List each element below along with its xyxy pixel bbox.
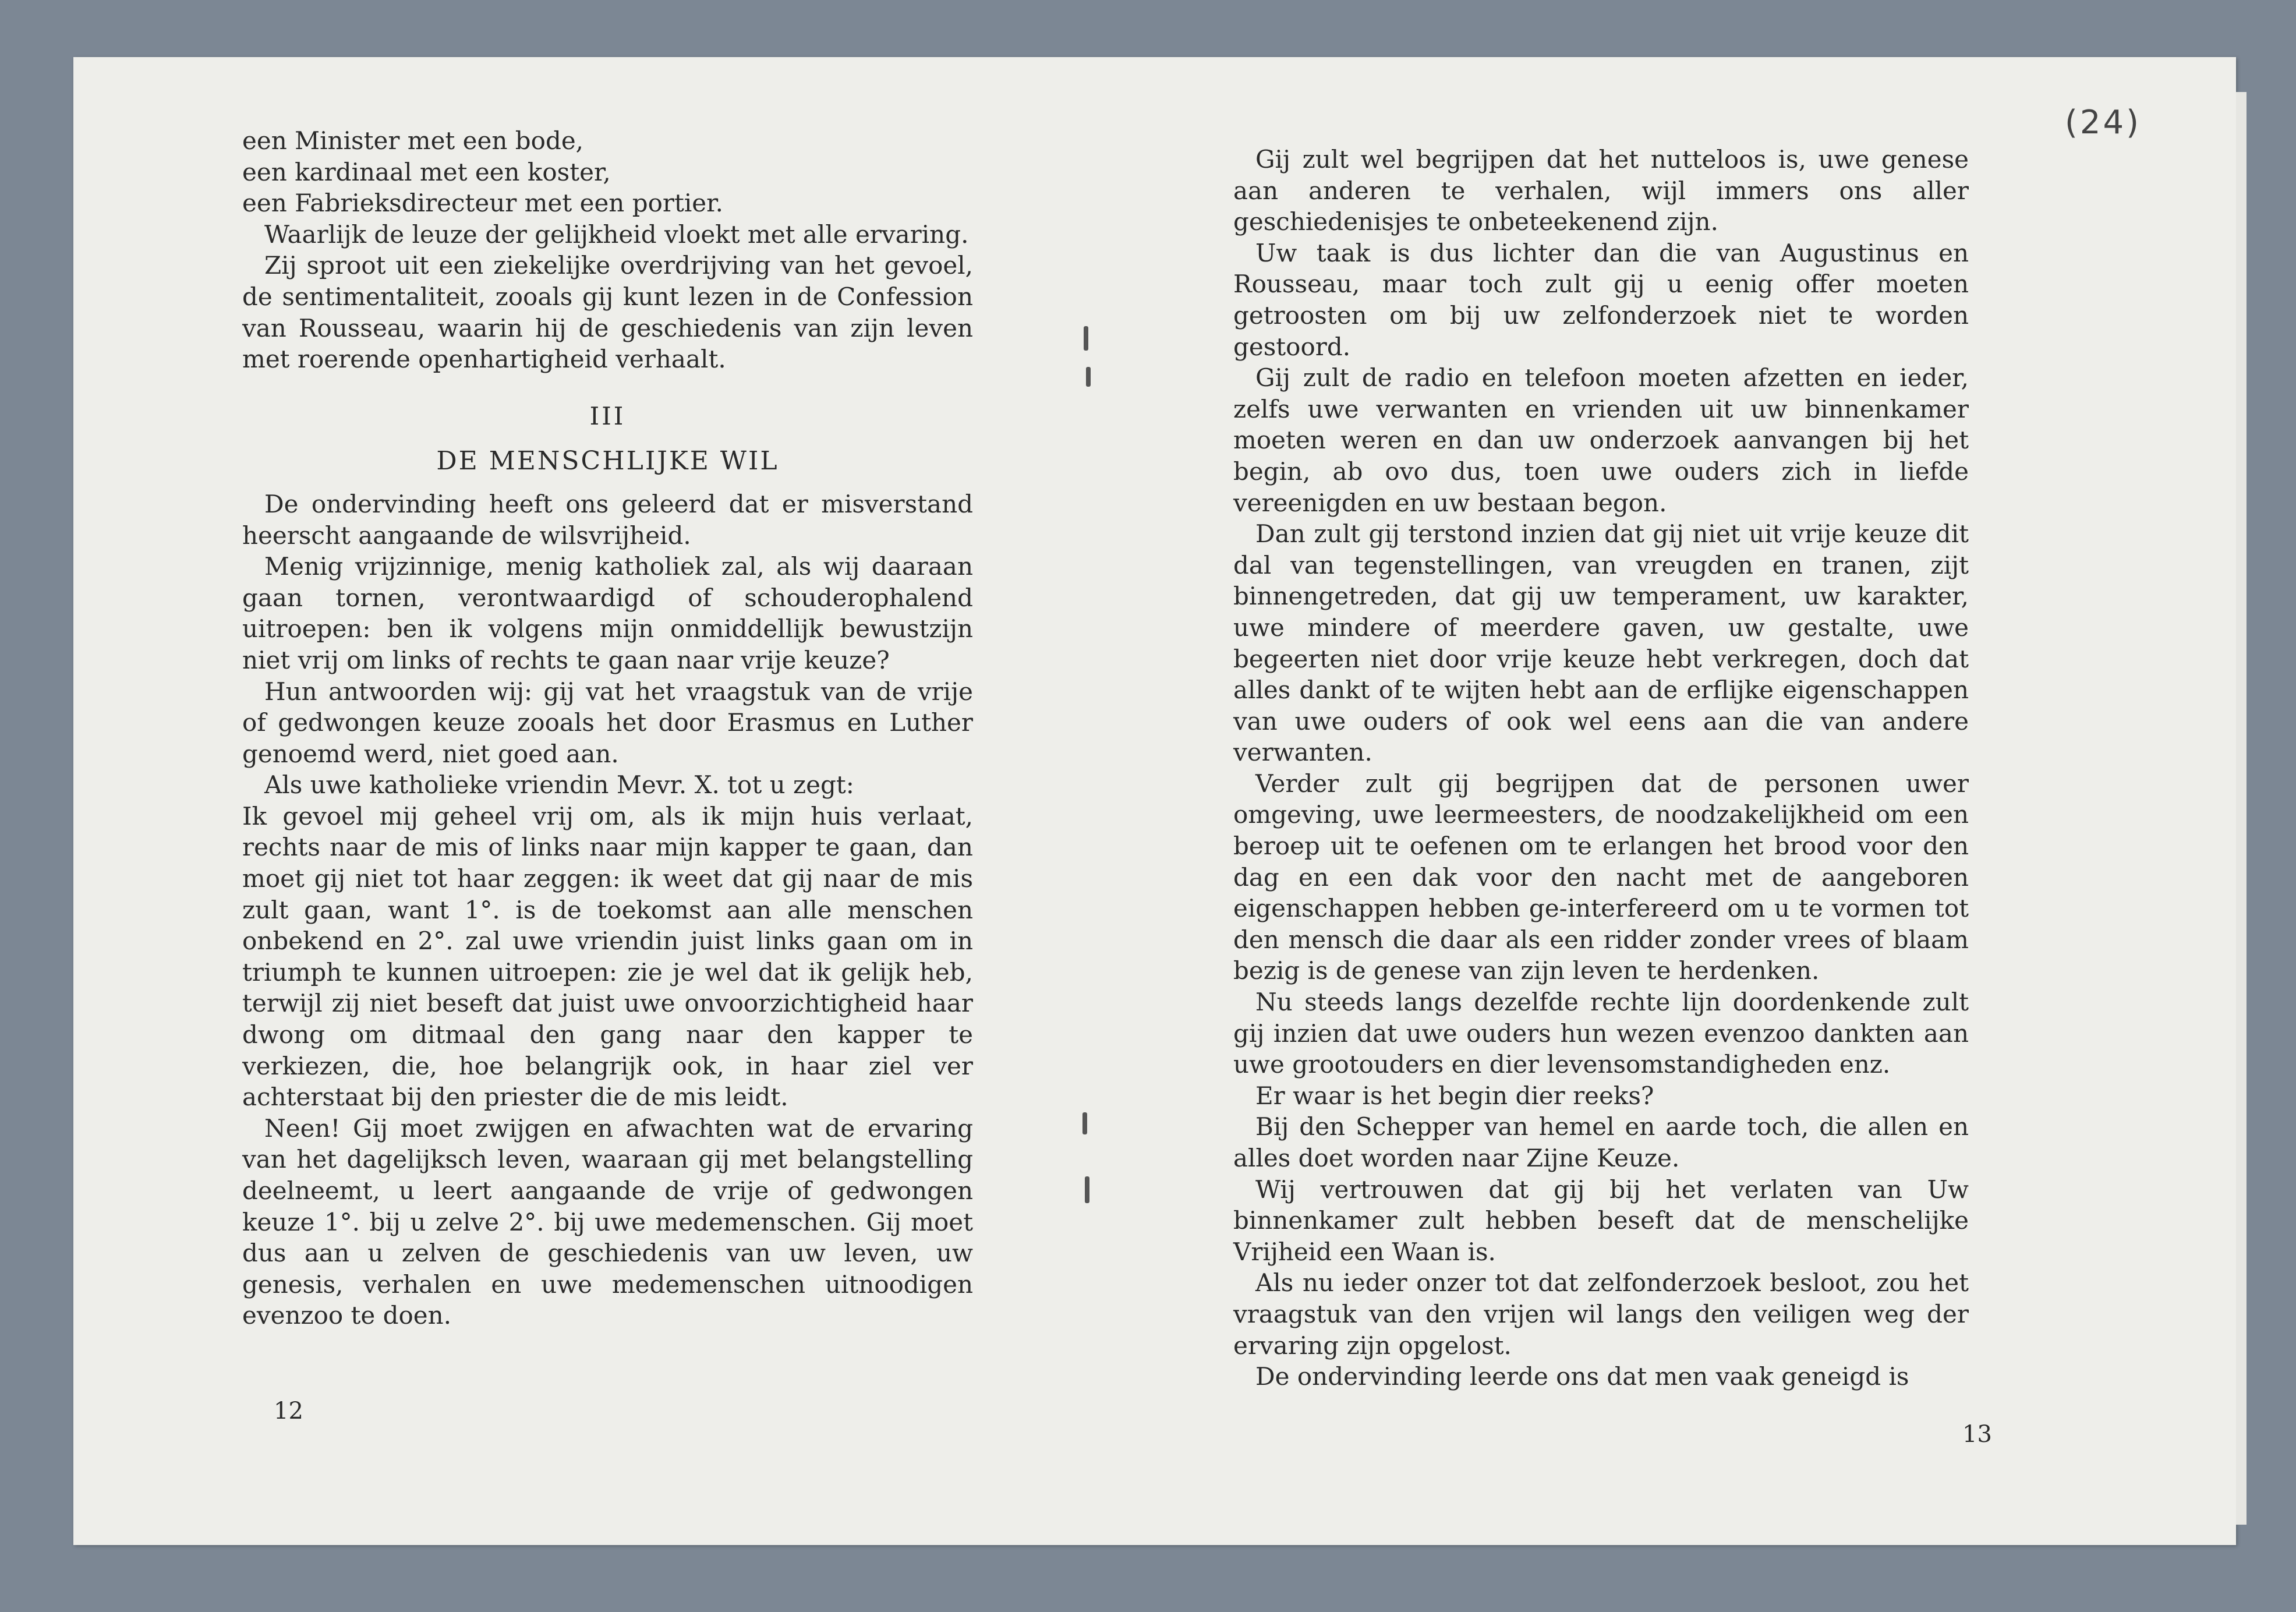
right-page [1233, 144, 1969, 1392]
paragraph: Dan zult gij terstond inzien dat gij niet uit vrije keuze dit dal van tegenstellingen, van vreugden en tranen, zijt binnengetreden, dat gij uw temperament, uw karakter, uwe mindere of meerdere gaven, uw gestalte, uwe begeerten niet door vrije keuze hebt verkregen, doch dat alles dankt of te wijten hebt aan de erflijke eigenschappen van uwe ouders of ook wel eens aan die van andere verwanten. [1233, 519, 1969, 767]
page-number-right: 13 [1962, 1421, 1992, 1448]
paragraph: Neen! Gij moet zwijgen en afwachten wat de ervaring van het dagelijksch leven, waaraan gij met belangstelling deelneemt, u leert aangaande de vrije of gedwongen keuze 1°. bij u zelve 2°. bij uwe medemenschen. Gij moet dus aan u zelven de geschiedenis van uw leven, uw genesis, verhalen en uwe medemenschen uitnoodigen evenzoo te doen. [242, 1113, 973, 1330]
section-number: III [589, 401, 626, 430]
paragraph: Zij sproot uit een ziekelijke overdrijving van het gevoel, de sentimentaliteit, zooals gij kunt lezen in de Confession van Rousseau, waarin hij de geschiedenis van zijn leven met roerende openhartigheid verhaalt. [242, 251, 973, 374]
section-title: DE MENSCHLIJKE WIL [436, 446, 779, 476]
paragraph: Gij zult wel begrijpen dat het nutteloos is, uwe genese aan anderen te verhalen, wijl immers ons aller geschiedenisjes te onbeteekenend zijn. [1233, 145, 1969, 236]
paragraph: Als nu ieder onzer tot dat zelfonderzoek besloot, zou het vraagstuk van den vrijen wil langs den veiligen weg der ervaring zijn opgelost. [1233, 1268, 1969, 1360]
paragraph: De ondervinding leerde ons dat men vaak geneigd is [1255, 1362, 1909, 1391]
paragraph: Wij vertrouwen dat gij bij het verlaten van Uw binnenkamer zult hebben beseft dat de menschelijke Vrijheid een Waan is. [1233, 1175, 1969, 1266]
intro-line: een Fabrieksdirecteur met een portier. [242, 189, 723, 218]
intro-line: een Minister met een bode, [242, 126, 584, 155]
paragraph: Ik gevoel mij geheel vrij om, als ik mijn huis verlaat, rechts naar de mis of links naar mijn kapper te gaan, dan moet gij niet tot haar zeggen: ik weet dat gij naar de mis zult gaan, want 1°. is de toekomst aan alle menschen onbekend en 2°. zal uwe vriendin juist links gaan om in triumph te kunnen uitroepen: zie je wel dat ik gelijk heb, terwijl zij niet beseft dat juist uwe onvoorzichtigheid haar dwong om ditmaal den gang naar den kapper te verkiezen, die, hoe belangrijk ook, in haar ziel ver achterstaat bij den priester die de mis leidt. [242, 801, 973, 1112]
paragraph: Gij zult de radio en telefoon moeten afzetten en ieder, zelfs uwe verwanten en vrienden uit uw binnenkamer moeten weren en dan uw onderzoek aanvangen bij het begin, ab ovo dus, toen uwe ouders zich in liefde vereenigden en uw bestaan begon. [1233, 363, 1969, 517]
paragraph: Menig vrijzinnige, menig katholiek zal, als wij daaraan gaan tornen, verontwaardigd of schouderophalend uitroepen: ben ik volgens mijn onmiddellijk bewustzijn niet vrij om links of rechts te gaan naar vrije keuze? [242, 552, 973, 674]
paragraph: Uw taak is dus lichter dan die van Augustinus en Rousseau, maar toch zult gij u eenig offer moeten getroosten om bij uw zelfonderzoek niet te worden gestoord. [1233, 238, 1969, 361]
paragraph: Als uwe katholieke vriendin Mevr. X. tot u zegt: [264, 770, 854, 800]
paragraph: Bij den Schepper van hemel en aarde toch, die allen en alles doet worden naar Zijne Keuze. [1233, 1112, 1969, 1172]
sheet-edge [2236, 92, 2247, 1525]
paragraph: Er waar is het begin dier reeks? [1255, 1081, 1654, 1110]
page-number-left: 12 [274, 1398, 303, 1424]
archive-number: (24) [2065, 104, 2141, 142]
left-page [242, 125, 973, 1331]
intro-line: een kardinaal met een koster, [242, 157, 611, 186]
binding-marks [1080, 268, 1103, 1258]
paragraph: Waarlijk de leuze der gelijkheid vloekt met alle ervaring. [264, 220, 969, 249]
paragraph: De ondervinding heeft ons geleerd dat er misverstand heerscht aangaande de wilsvrijheid. [242, 489, 973, 550]
paragraph: Verder zult gij begrijpen dat de personen uwer omgeving, uwe leermeesters, de noodzakelijkheid om een beroep uit te oefenen om te erlangen het brood voor den dag en een dak voor den nacht met de aangeboren eigenschappen hebben ge-interfereerd om u te vormen tot den mensch die daar als een ridder zonder vrees of blaam bezig is de genese van zijn leven te herdenken. [1233, 769, 1969, 985]
paragraph: Hun antwoorden wij: gij vat het vraagstuk van de vrije of gedwongen keuze zooals het door Erasmus en Luther genoemd werd, niet goed aan. [242, 677, 973, 768]
paragraph: Nu steeds langs dezelfde rechte lijn doordenkende zult gij inzien dat uwe ouders hun wezen evenzoo dankten aan uwe grootouders en dier levensomstandigheden enz. [1233, 988, 1969, 1079]
